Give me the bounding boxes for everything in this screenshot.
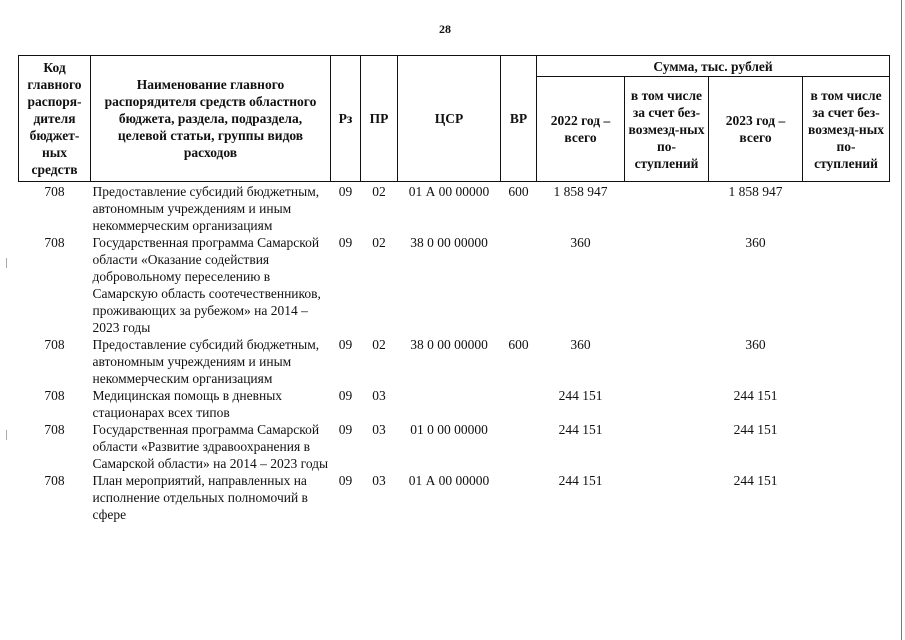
row-2023-free <box>803 182 890 235</box>
row-2023-total: 360 <box>745 235 766 250</box>
row-csr <box>398 387 501 421</box>
header-pr: ПР <box>361 56 398 182</box>
table-row <box>19 234 890 336</box>
table-row <box>19 387 890 421</box>
row-csr: 01 0 00 00000 <box>410 422 488 437</box>
row-csr: 01 А 00 00000 <box>408 473 490 488</box>
row-csr: 38 0 00 00000 <box>410 337 488 352</box>
row-rz: 09 <box>338 184 353 199</box>
row-2023-total: 244 151 <box>733 422 778 437</box>
row-pr: 03 <box>372 473 386 488</box>
header-csr: ЦСР <box>398 56 501 182</box>
row-rz: 09 <box>338 337 353 352</box>
row-2022-free <box>625 234 709 336</box>
row-csr: 01 А 00 00000 <box>408 184 490 199</box>
scan-edge <box>901 0 902 640</box>
budget-table <box>18 55 890 523</box>
scan-mark <box>6 430 7 440</box>
row-vr <box>501 234 537 336</box>
row-2022-free <box>625 182 709 235</box>
header-code: Код главного распоря-дителя бюджет-ных средств <box>19 56 91 182</box>
row-2022-total: 1 858 947 <box>553 184 608 199</box>
row-code: 708 <box>44 337 65 352</box>
header-vr: ВР <box>501 56 537 182</box>
row-2023-total: 360 <box>745 337 766 352</box>
page-number: 28 <box>439 22 451 36</box>
row-2022-free <box>625 472 709 523</box>
row-2023-free <box>803 234 890 336</box>
row-name: План мероприятий, направленных на исполнение отдельных полномочий в сфере <box>92 473 308 522</box>
table-row <box>19 421 890 472</box>
row-vr <box>501 472 537 523</box>
header-2023-free: в том числе за счет без-возмезд-ных по-ступлений <box>803 77 890 182</box>
row-code: 708 <box>44 235 65 250</box>
row-2022-total: 360 <box>570 337 591 352</box>
row-name: Медицинская помощь в дневных стационарах всех типов <box>92 388 283 420</box>
table-row <box>19 336 890 387</box>
row-code: 708 <box>44 422 65 437</box>
row-vr <box>501 387 537 421</box>
row-2023-free <box>803 421 890 472</box>
row-2023-total: 244 151 <box>733 388 778 403</box>
row-rz: 09 <box>338 235 353 250</box>
header-2023-total: 2023 год – всего <box>709 77 803 182</box>
row-2022-free <box>625 387 709 421</box>
row-rz: 09 <box>338 388 353 403</box>
row-2022-total: 244 151 <box>558 422 603 437</box>
row-rz: 09 <box>338 422 353 437</box>
row-2022-free <box>625 421 709 472</box>
row-pr: 02 <box>372 337 386 352</box>
row-2022-total: 360 <box>570 235 591 250</box>
row-pr: 02 <box>372 235 386 250</box>
row-name: Предоставление субсидий бюджетным, автономным учреждениям и иным некоммерческим организациям <box>92 337 320 386</box>
row-2022-total: 244 151 <box>558 388 603 403</box>
row-code: 708 <box>44 473 65 488</box>
row-pr: 03 <box>372 422 386 437</box>
row-2022-total: 244 151 <box>558 473 603 488</box>
row-vr: 600 <box>508 184 529 199</box>
row-csr: 38 0 00 00000 <box>410 235 488 250</box>
row-name: Государственная программа Самарской области «Оказание содействия добровольному переселению в Самарскую область соотечественников, проживающих за рубежом» на 2014 – 2023 годы <box>92 235 321 335</box>
row-2023-total: 244 151 <box>733 473 778 488</box>
header-2022-total: 2022 год – всего <box>537 77 625 182</box>
header-name: Наименование главного распорядителя средств областного бюджета, раздела, подраздела, целевой статьи, группы видов расходов <box>91 56 331 182</box>
header-rz: Рз <box>331 56 361 182</box>
table-row <box>19 472 890 523</box>
header-sum: Сумма, тыс. рублей <box>537 56 890 77</box>
table-row <box>19 182 890 235</box>
header-2022-free: в том числе за счет без-возмезд-ных по-ступлений <box>625 77 709 182</box>
row-pr: 03 <box>372 388 386 403</box>
row-name: Государственная программа Самарской области «Развитие здравоохранения в Самарской области» на 2014 – 2023 годы <box>92 422 329 471</box>
row-2023-free <box>803 336 890 387</box>
row-vr <box>501 421 537 472</box>
row-code: 708 <box>44 184 65 199</box>
row-2023-free <box>803 387 890 421</box>
row-rz: 09 <box>338 473 353 488</box>
row-2022-free <box>625 336 709 387</box>
row-code: 708 <box>44 388 65 403</box>
row-2023-free <box>803 472 890 523</box>
row-pr: 02 <box>372 184 386 199</box>
row-vr: 600 <box>508 337 529 352</box>
row-name: Предоставление субсидий бюджетным, автономным учреждениям и иным некоммерческим организациям <box>92 184 320 233</box>
scan-mark <box>6 258 7 268</box>
row-2023-total: 1 858 947 <box>728 184 783 199</box>
